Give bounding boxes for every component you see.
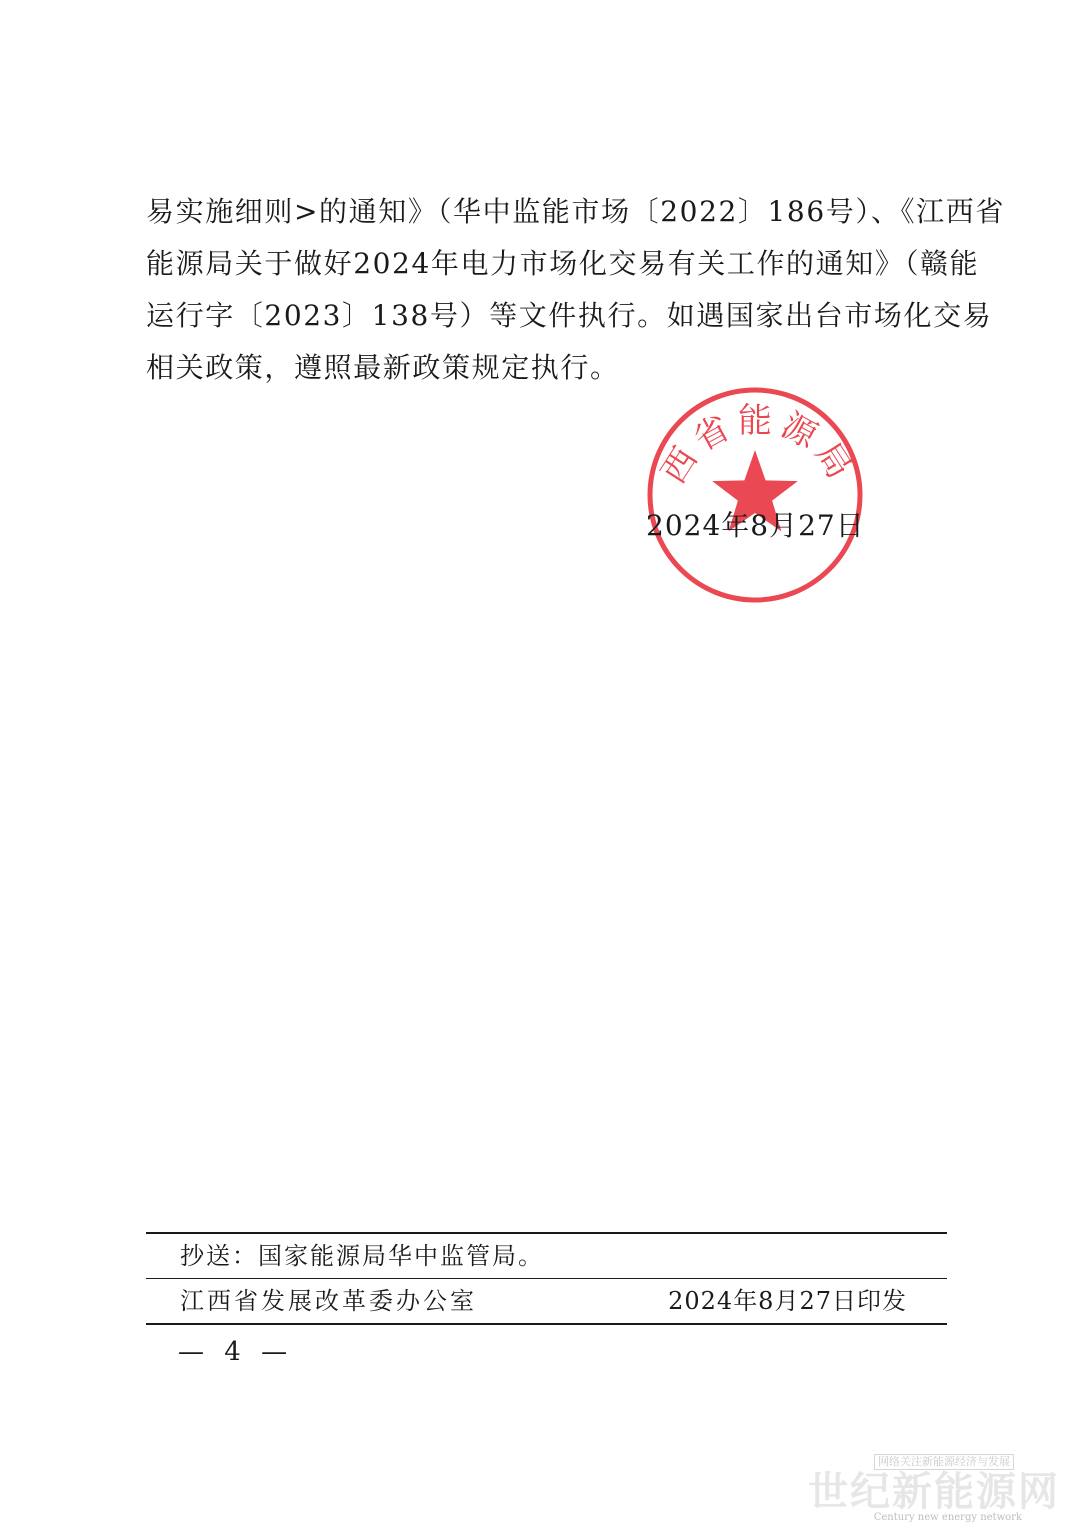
signature-date: 2024年8月27日 [646,509,865,542]
issuer-row [146,1279,947,1323]
watermark-brand: 世纪新能源网 [808,1469,1060,1515]
cc-text: 抄送：国家能源局华中监管局。 [180,1242,544,1270]
watermark-tagline: 网络关注新能源经济与发展 [874,1454,1014,1470]
cc-row [146,1234,947,1278]
watermark-logo [808,1446,1070,1526]
issuer-name: 江西省发展改革委办公室 [180,1287,477,1315]
footer-bottom-rule [146,1323,947,1325]
seal-text: 西省能源局 [653,401,863,491]
body-text [146,186,1005,394]
body-line-1: 易实施细则>的通知》（华中监能市场〔2022〕186号）、《江西省 [146,195,1005,228]
distribution-footer [146,1232,947,1325]
issue-date: 2024年8月27日印发 [668,1287,907,1315]
body-line-2: 能源局关于做好2024年电力市场化交易有关工作的通知》（赣能 [146,247,980,280]
body-line-4: 相关政策，遵照最新政策规定执行。 [146,351,620,384]
watermark-english: Century new energy network [873,1512,1022,1523]
page-number: — 4 — [178,1337,294,1367]
body-line-3: 运行字〔2023〕138号）等文件执行。如遇国家出台市场化交易 [146,299,993,332]
official-seal [640,380,870,610]
